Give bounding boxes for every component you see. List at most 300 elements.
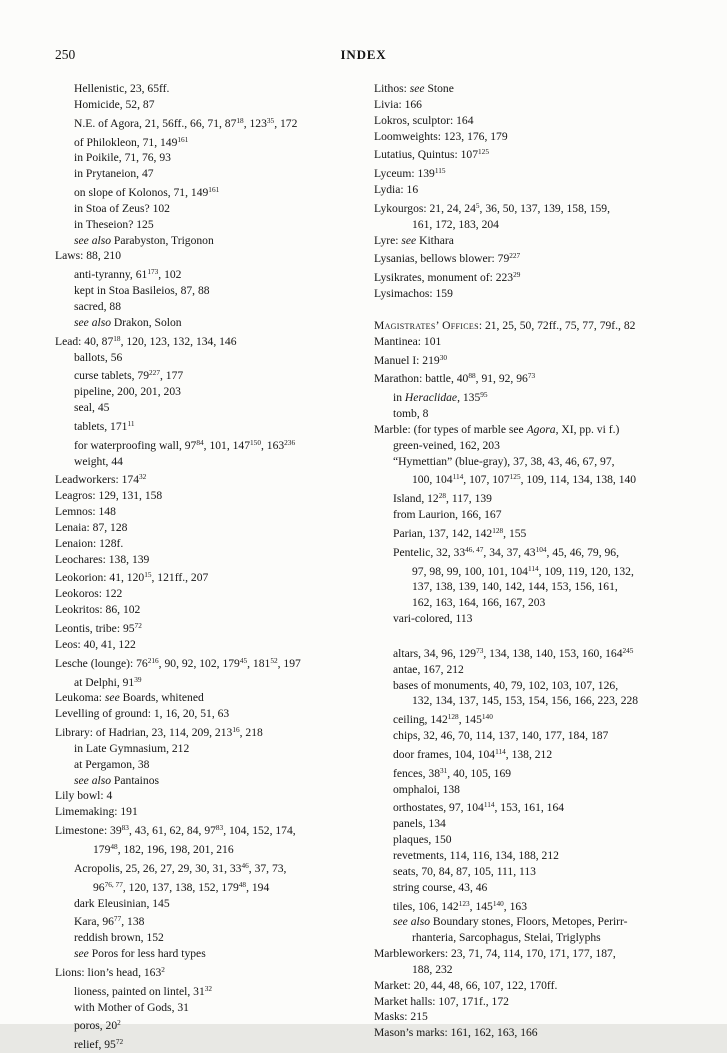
index-text: Lutatius, Quintus: 107 <box>374 148 479 162</box>
index-text-sup: 125 <box>509 472 521 482</box>
index-line <box>374 233 686 249</box>
index-line <box>55 488 369 504</box>
index-text: , 36, 50, 137, 139, 158, 159, <box>479 201 610 215</box>
index-text-sup: 88 <box>468 371 476 381</box>
index-text-sup: 216 <box>147 655 159 665</box>
index-text: , 117, 139 <box>446 492 492 506</box>
index-text: Marathon: battle, 40 <box>374 372 469 386</box>
index-text: , XI, pp. vi f.) <box>555 422 620 436</box>
index-text: revetments, 114, 116, 134, 188, 212 <box>393 848 559 862</box>
index-line <box>374 693 686 709</box>
index-line <box>55 504 369 520</box>
index-text-sup: 35 <box>266 115 275 125</box>
index-line <box>374 542 686 561</box>
index-text: Kara, 96 <box>74 915 114 929</box>
index-text-i: Agora <box>526 422 556 436</box>
index-line <box>374 438 686 454</box>
index-text: , 194 <box>246 880 270 894</box>
index-line <box>374 1025 686 1041</box>
index-text: poros, 20 <box>74 1019 118 1033</box>
index-text: Lykourgos: 21, 24, 24 <box>374 201 476 215</box>
index-text: , 155 <box>503 526 527 540</box>
index-text: in Prytaneion, 47 <box>74 167 154 181</box>
index-text: , 34, 37, 43 <box>483 545 536 559</box>
index-text: dark Eleusinian, 145 <box>74 896 170 910</box>
index-text-sup: 73 <box>476 645 484 655</box>
index-text: Parabyston, Trigonon <box>111 233 214 247</box>
index-line <box>374 387 686 406</box>
index-text: Limemaking: 191 <box>55 805 138 819</box>
index-text-sup: 31 <box>440 765 448 775</box>
index-text: weight, 44 <box>74 454 123 468</box>
index-text: , 101, 147 <box>203 438 251 452</box>
index-text: Lydia: 16 <box>374 183 419 197</box>
index-text-sup: 227 <box>509 251 521 261</box>
index-text: for waterproofing wall, 97 <box>74 438 197 452</box>
index-text: “Hymettian” (blue-gray), 37, 38, 43, 46, 67, 97, <box>393 454 615 468</box>
index-line <box>55 706 369 722</box>
index-text-sup: 140 <box>481 712 493 722</box>
index-line <box>374 422 686 438</box>
index-text: Laws: 88, 210 <box>55 249 122 263</box>
index-text: 132, 134, 137, 145, 153, 154, 156, 166, 223, 228 <box>412 694 639 708</box>
index-line <box>374 662 686 678</box>
index-text-sup: 245 <box>622 645 634 655</box>
index-text: Lyceum: 139 <box>374 167 435 181</box>
index-line <box>55 804 369 820</box>
index-text: Lead: 40, 87 <box>55 334 114 348</box>
index-text: Acropolis, 25, 26, 27, 29, 30, 31, 33 <box>74 861 242 875</box>
index-text: : 21, 25, 50, 72ff., 75, 77, 79f., 82 <box>478 318 636 332</box>
index-text: orthostates, 97, 104 <box>393 801 484 815</box>
index-text: , 135 <box>457 391 481 405</box>
index-text: anti-tyranny, 61 <box>74 268 148 282</box>
index-text: Marbleworkers: 23, 71, 74, 114, 170, 171, 177, 187, <box>374 947 616 961</box>
index-text: door frames, 104, 104 <box>393 747 496 761</box>
index-text: in Theseion? 125 <box>74 217 154 231</box>
index-text: , 138 <box>121 915 145 929</box>
index-line <box>55 1015 369 1034</box>
index-text-sup: 28 <box>438 491 447 501</box>
index-line <box>55 97 369 113</box>
index-text-sup: 46 <box>241 860 249 870</box>
index-text-i: see also <box>74 233 112 247</box>
index-text: panels, 134 <box>393 817 446 831</box>
index-text-sup: 45 <box>239 655 248 665</box>
index-text: Lily bowl: 4 <box>55 789 113 803</box>
index-text-sup: 39 <box>134 674 142 684</box>
index-text-sup: 95 <box>480 390 488 400</box>
index-text-i: see <box>104 691 120 705</box>
index-text-sup: 72 <box>115 1037 124 1047</box>
index-line <box>374 454 686 470</box>
index-text-sup: 72 <box>134 621 142 630</box>
index-text-sup: 83 <box>215 823 224 833</box>
index-text: Lenaia: 87, 128 <box>55 520 128 534</box>
index-text: Pentelic, 32, 33 <box>393 545 466 559</box>
index-line <box>55 283 369 299</box>
index-line <box>55 454 369 470</box>
index-text: Levelling of ground: 1, 16, 20, 51, 63 <box>55 707 230 721</box>
index-line <box>55 962 369 981</box>
index-text-sup: 30 <box>439 352 447 362</box>
index-text-sup: 83 <box>121 823 129 833</box>
index-line <box>374 709 686 728</box>
index-text: , 163 <box>260 438 285 452</box>
index-text: 96 <box>93 880 105 894</box>
index-text-sup: 84 <box>196 437 204 447</box>
index-text: in Stoa of Zeus? 102 <box>74 201 170 215</box>
index-text: tomb, 8 <box>393 407 429 421</box>
index-text-sup: 5 <box>475 200 480 210</box>
index-text-sup: 11 <box>127 418 135 428</box>
index-text: in <box>393 391 405 405</box>
index-text: 137, 138, 139, 140, 142, 144, 153, 156, 161, <box>412 580 618 594</box>
index-text: Island, 12 <box>393 492 439 506</box>
index-line <box>55 416 369 435</box>
index-line <box>374 267 686 286</box>
index-line <box>55 690 369 706</box>
index-line <box>374 368 686 387</box>
index-text: , 104, 152, 174, <box>223 824 296 838</box>
index-line <box>374 994 686 1010</box>
index-line <box>55 132 369 151</box>
index-line <box>55 552 369 568</box>
index-text: , 163 <box>503 899 527 913</box>
index-text-sup: 114 <box>483 800 495 810</box>
index-text: sacred, 88 <box>74 299 121 313</box>
index-line <box>55 331 369 350</box>
index-line <box>374 217 686 233</box>
index-text-sup: 76, 77 <box>104 879 123 889</box>
index-line <box>374 643 686 662</box>
index-text-sup: 2 <box>161 964 165 974</box>
index-text: Leadworkers: 174 <box>55 473 140 487</box>
index-line <box>55 741 369 757</box>
index-line <box>55 299 369 315</box>
index-text-sup: 15 <box>144 570 152 580</box>
index-text-sup: 16 <box>232 725 240 735</box>
index-line <box>55 586 369 602</box>
index-line <box>374 678 686 694</box>
index-text: , 120, 123, 132, 134, 146 <box>120 334 237 348</box>
index-text-sup: 128 <box>492 525 504 535</box>
index-line <box>374 129 686 145</box>
index-text: , 109, 119, 120, 132, <box>538 564 634 578</box>
index-line <box>55 400 369 416</box>
index-line <box>55 653 369 672</box>
index-line <box>55 637 369 653</box>
index-line <box>374 144 686 163</box>
index-text: pipeline, 200, 201, 203 <box>74 385 181 399</box>
index-line <box>55 201 369 217</box>
index-line <box>374 978 686 994</box>
index-line <box>374 816 686 832</box>
index-text: Stone <box>424 82 454 95</box>
index-line <box>55 672 369 691</box>
index-line <box>55 757 369 773</box>
index-text: , 91, 92, 96 <box>475 372 528 386</box>
index-line <box>374 782 686 798</box>
index-text: Lyre: <box>374 233 402 247</box>
index-text-sup: 29 <box>513 270 521 280</box>
index-text-sup: 18 <box>236 115 244 125</box>
index-line <box>374 579 686 595</box>
index-line <box>374 962 686 978</box>
index-line <box>374 163 686 182</box>
index-text: , 138, 212 <box>505 747 553 761</box>
index-line <box>374 930 686 946</box>
index-line <box>55 315 369 331</box>
index-text-i: see also <box>74 773 112 787</box>
index-text: string course, 43, 46 <box>393 880 488 894</box>
index-text: Boundary stones, Floors, Metopes, Perirr- <box>430 915 628 929</box>
index-text: tablets, 171 <box>74 419 128 433</box>
index-line <box>374 286 686 302</box>
index-text: , 37, 73, <box>248 861 287 875</box>
index-text-sup: 32 <box>204 983 213 993</box>
index-line <box>374 848 686 864</box>
index-text-i: Heraclidae <box>404 391 458 405</box>
index-line <box>55 166 369 182</box>
index-text: , 43, 61, 62, 84, 97 <box>128 824 216 838</box>
index-text: , 109, 114, 134, 138, 140 <box>520 473 637 487</box>
index-line <box>374 350 686 369</box>
index-text-sup: 114 <box>452 472 464 482</box>
index-text: Mantinea: 101 <box>374 334 442 348</box>
index-text: Homicide, 52, 87 <box>74 97 155 111</box>
index-line <box>55 773 369 789</box>
index-line <box>55 113 369 132</box>
index-text: Lions: lion’s head, 163 <box>55 965 162 979</box>
index-text: , 121ff., 207 <box>151 571 209 585</box>
index-text-sup: 115 <box>434 166 446 176</box>
index-line <box>55 722 369 741</box>
index-text: Hellenistic, 23, 65ff. <box>74 82 170 95</box>
page-title: INDEX <box>340 47 387 62</box>
index-text: , 145 <box>458 713 482 727</box>
index-text: , 145 <box>469 899 493 913</box>
index-text: Marble: (for types of marble see <box>374 422 527 436</box>
index-text: , 197 <box>277 656 301 670</box>
index-line <box>55 520 369 536</box>
index-line <box>55 911 369 930</box>
index-line <box>374 832 686 848</box>
index-text: kept in Stoa Basileios, 87, 88 <box>74 284 210 298</box>
index-text: , 181 <box>247 656 271 670</box>
index-line <box>55 930 369 946</box>
index-column-left <box>55 81 369 1053</box>
index-line <box>374 507 686 523</box>
index-line <box>55 896 369 912</box>
index-line <box>55 618 369 637</box>
index-text-i: see <box>401 233 417 247</box>
index-line <box>374 182 686 198</box>
index-text: Loomweights: 123, 176, 179 <box>374 129 508 143</box>
index-text: of Philokleon, 71, 149 <box>74 135 178 149</box>
index-line <box>55 150 369 166</box>
index-text-sup: 46, 47 <box>465 544 484 554</box>
index-text: Leokorion: 41, 120 <box>55 571 145 585</box>
index-text: 97, 98, 99, 100, 101, 104 <box>412 564 528 578</box>
index-text: rhanteria, Sarcophagus, Stelai, Triglyphs <box>412 931 601 945</box>
index-line <box>374 81 686 97</box>
index-text-sup: 123 <box>458 898 470 908</box>
index-text: reddish brown, 152 <box>74 931 164 945</box>
index-text: vari-colored, 113 <box>393 612 473 626</box>
index-text: , 107, 107 <box>463 473 510 487</box>
index-line <box>55 839 369 858</box>
index-text: Livia: 166 <box>374 97 422 111</box>
index-text: Lemnos: 148 <box>55 505 116 519</box>
index-text: Lysanias, bellows blower: 79 <box>374 252 510 266</box>
page-header <box>0 47 727 65</box>
index-text: antae, 167, 212 <box>393 662 464 676</box>
index-text: Lysikrates, monument of: 223 <box>374 271 514 285</box>
index-text: lioness, painted on lintel, 31 <box>74 984 205 998</box>
index-line <box>374 318 686 334</box>
index-line <box>374 1009 686 1025</box>
index-line <box>374 744 686 763</box>
index-line <box>55 858 369 877</box>
index-text-i: see <box>409 82 425 95</box>
index-text: , 123 <box>243 116 267 130</box>
index-line <box>374 561 686 580</box>
index-line <box>55 469 369 488</box>
index-text: Leontis, tribe: 95 <box>55 622 135 635</box>
index-text: chips, 32, 46, 70, 114, 137, 140, 177, 184, 187 <box>393 729 609 743</box>
index-text-sup: 140 <box>492 898 504 908</box>
index-line <box>55 536 369 552</box>
index-text: , 153, 161, 164 <box>494 801 565 815</box>
index-text-sup: 114 <box>495 746 506 756</box>
index-text-sup: 32 <box>139 472 147 482</box>
index-text: , 120, 137, 138, 152, 179 <box>122 880 239 894</box>
index-line <box>374 198 686 217</box>
index-text: Parian, 137, 142, 142 <box>393 526 493 540</box>
index-text: , 134, 138, 140, 153, 160, 164 <box>483 646 623 660</box>
index-text: 162, 163, 164, 166, 167, 203 <box>412 596 546 610</box>
index-line <box>374 469 686 488</box>
index-line <box>55 788 369 804</box>
index-text-sup: 128 <box>447 712 459 722</box>
index-text: Kithara <box>416 233 454 247</box>
index-text-sup: 227 <box>149 368 160 378</box>
index-line <box>55 384 369 400</box>
index-text: Lesche (lounge): 76 <box>55 656 148 670</box>
index-line <box>55 182 369 201</box>
index-line <box>55 602 369 618</box>
index-text-sup: 125 <box>478 147 489 157</box>
index-text: Market halls: 107, 171f., 172 <box>374 994 509 1008</box>
index-line <box>55 81 369 97</box>
index-line <box>374 880 686 896</box>
index-line <box>374 488 686 507</box>
index-text-sup: 236 <box>284 437 296 447</box>
index-text: , 102 <box>158 268 182 282</box>
index-text: Mason’s marks: 161, 162, 163, 166 <box>374 1026 538 1040</box>
index-line <box>55 264 369 283</box>
index-text: Leos: 40, 41, 122 <box>55 637 136 651</box>
index-line <box>374 914 686 930</box>
index-text-sup: 2 <box>117 1018 121 1028</box>
index-text: , 90, 92, 102, 179 <box>158 656 240 670</box>
index-line <box>55 567 369 586</box>
index-text-i: see also <box>393 915 431 929</box>
index-text: , 172 <box>274 116 298 130</box>
index-line <box>374 334 686 350</box>
index-text-sup: 18 <box>113 333 121 343</box>
index-text-sc: Magistrates’ Offices <box>374 318 479 332</box>
page-number: 250 <box>55 47 76 62</box>
index-text: Pantainos <box>111 773 160 787</box>
index-line <box>374 864 686 880</box>
index-text: Leochares: 138, 139 <box>55 552 150 566</box>
index-text: 161, 172, 183, 204 <box>412 217 499 231</box>
index-text-sup: 104 <box>535 544 547 554</box>
index-text: Masks: 215 <box>374 1010 428 1024</box>
index-text: Leukoma: <box>55 691 105 705</box>
index-text-sup: 161 <box>208 185 220 195</box>
index-line <box>374 896 686 915</box>
index-line <box>55 1034 369 1053</box>
index-line <box>55 233 369 249</box>
index-text: from Laurion, 166, 167 <box>393 508 502 522</box>
index-text-sup: 114 <box>527 563 539 573</box>
index-text: with Mother of Gods, 31 <box>74 1000 189 1014</box>
index-text: ceiling, 142 <box>393 713 448 727</box>
index-text: Limestone: 39 <box>55 824 122 838</box>
index-line <box>55 877 369 896</box>
index-text-sup: 161 <box>177 134 189 144</box>
index-text-sup: 73 <box>527 371 536 381</box>
index-text: Lenaion: 128f. <box>55 536 124 550</box>
index-line <box>374 763 686 782</box>
index-text: relief, 95 <box>74 1038 116 1052</box>
index-text: , 218 <box>239 726 263 740</box>
index-line <box>374 97 686 113</box>
index-text: 179 <box>93 842 111 856</box>
index-text-sup: 77 <box>113 914 122 924</box>
index-line <box>55 365 369 384</box>
index-line <box>374 248 686 267</box>
index-line <box>374 797 686 816</box>
index-text-sup: 52 <box>270 655 278 665</box>
index-text: curse tablets, 79 <box>74 369 150 383</box>
index-column-right <box>374 81 686 1041</box>
index-line <box>55 350 369 366</box>
index-text: Lithos: <box>374 82 410 95</box>
index-text-i: see also <box>74 315 112 329</box>
index-text-sup: 48 <box>110 841 118 851</box>
index-line <box>55 981 369 1000</box>
index-text: fences, 38 <box>393 766 440 780</box>
index-text: on slope of Kolonos, 71, 149 <box>74 186 209 200</box>
index-text-sup: 150 <box>250 437 261 447</box>
index-text: Drakon, Solon <box>111 315 182 329</box>
index-text: in Late Gymnasium, 212 <box>74 741 190 755</box>
index-text: seats, 70, 84, 87, 105, 111, 113 <box>393 864 536 878</box>
index-text: Lokros, sculptor: 164 <box>374 113 474 127</box>
index-text: , 40, 105, 169 <box>447 766 512 780</box>
index-line <box>374 406 686 422</box>
index-text: bases of monuments, 40, 79, 102, 103, 107, 126, <box>393 678 619 692</box>
index-text: plaques, 150 <box>393 833 452 847</box>
index-text: Market: 20, 44, 48, 66, 107, 122, 170ff. <box>374 978 558 992</box>
index-line <box>55 1000 369 1016</box>
index-line <box>55 248 369 264</box>
index-line <box>374 611 686 627</box>
